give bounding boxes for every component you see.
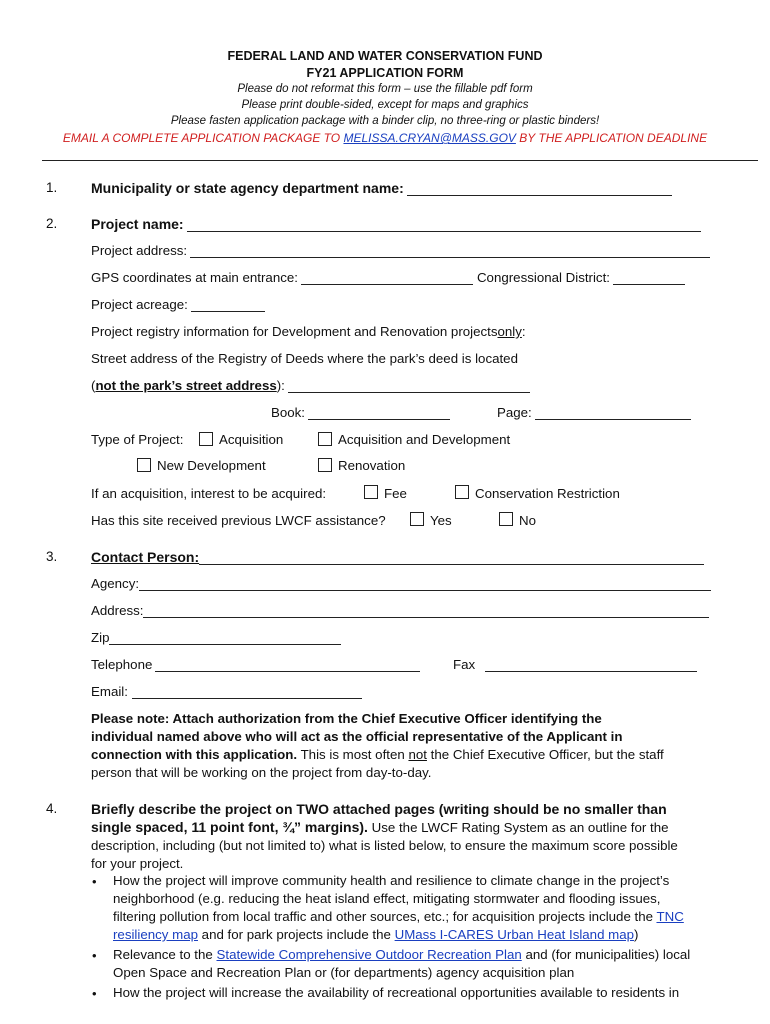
new-development-checkbox[interactable] [137, 458, 151, 472]
page-row [497, 405, 691, 420]
section-1-number: 1. [46, 180, 58, 195]
acq-dev-label: Acquisition and Development [338, 432, 511, 447]
district-field[interactable] [613, 272, 685, 285]
bullet-1: • [92, 874, 97, 889]
desc-line-4: for your project. [91, 856, 184, 871]
conservation-checkbox[interactable] [455, 485, 469, 499]
project-address-field[interactable] [190, 245, 710, 258]
authorization-note [91, 710, 731, 782]
email-label: Email: [91, 684, 128, 699]
b2-line-2: Open Space and Recreation Plan or (for departments) agency acquisition plan [113, 965, 575, 980]
b3-line-1: How the project will increase the availability of recreational opportunities available to residents in [113, 985, 680, 1000]
address-row [91, 603, 709, 618]
interest-label: If an acquisition, interest to be acquired: [91, 486, 327, 501]
project-address-label: Project address: [91, 243, 188, 258]
bullet-3: • [92, 986, 97, 1001]
b1-line-1: How the project will improve community health and resilience to climate change in the project’s [113, 873, 670, 888]
email-instruction-post: BY THE APPLICATION DEADLINE [515, 131, 708, 145]
desc-rest-2: Use the LWCF Rating System as an outline for the [367, 820, 669, 835]
project-address-row [91, 243, 710, 258]
email-link[interactable]: MELISSA.CRYAN@MASS.GOV [343, 131, 516, 145]
renovation-label: Renovation [338, 458, 406, 473]
registry-text: Project registry information for Development and Renovation projects [91, 324, 498, 339]
section-3-number: 3. [46, 549, 58, 564]
desc-line-3: description, including (but not limited to) what is listed below, to ensure the maximum score possible [91, 838, 678, 853]
desc-bold-2: single spaced, 11 point font, ¾” margins). [91, 819, 368, 835]
book-field[interactable] [308, 407, 450, 420]
municipality-label: Municipality or state agency department name: [91, 180, 404, 196]
address-label: Address: [91, 603, 144, 618]
email-instruction-pre: EMAIL A COMPLETE APPLICATION PACKAGE TO [62, 131, 344, 145]
acq-dev-checkbox[interactable] [318, 432, 332, 446]
bullet-2-text [113, 946, 743, 982]
b1-line-3 [113, 908, 743, 926]
district-label: Congressional District: [476, 270, 610, 285]
zip-row [91, 630, 341, 645]
fax-field[interactable] [485, 659, 697, 672]
b2-line-1-post: and (for municipalities) local [521, 947, 691, 962]
telephone-field[interactable] [155, 659, 420, 672]
new-development-label: New Development [157, 458, 266, 473]
yes-checkbox[interactable] [410, 512, 424, 526]
email-row [91, 684, 362, 699]
acquisition-checkbox[interactable] [199, 432, 213, 446]
zip-field[interactable] [109, 632, 341, 645]
registry-colon: : [521, 324, 526, 339]
no-label: No [519, 513, 536, 528]
tnc-link[interactable]: TNC [656, 909, 684, 924]
agency-field[interactable] [139, 578, 711, 591]
b1-line-4-close: ) [634, 927, 639, 942]
acreage-row [91, 297, 265, 312]
lwcf-label: Has this site received previous LWCF assistance? [91, 513, 386, 528]
registry-only: only [497, 324, 522, 339]
agency-label: Agency: [91, 576, 140, 591]
no-checkbox[interactable] [499, 512, 513, 526]
acquisition-label: Acquisition [219, 432, 284, 447]
registry-info [91, 324, 526, 339]
contact-label: Contact Person: [91, 549, 200, 565]
b1-line-3-text: filtering pollution from local traffic and other sources, etc.; for acquisition projects include the [113, 909, 657, 924]
project-name-field[interactable] [187, 219, 701, 232]
municipality-field[interactable] [407, 183, 672, 196]
bullet-3-text [113, 984, 743, 1002]
form-subtitle: FY21 APPLICATION FORM [306, 66, 464, 80]
b2-line-1-pre: Relevance to the [113, 947, 217, 962]
desc-line-1: Briefly describe the project on TWO attached pages (writing should be no smaller than [91, 801, 667, 817]
note-line-3 [91, 746, 731, 764]
not-park-address: not the park’s street address [95, 378, 277, 393]
b1-line-2: neighborhood (e.g. reducing the heat island effect, mitigating stormwater and flooding issues, [113, 891, 661, 906]
section-4-number: 4. [46, 801, 58, 816]
book-row [271, 405, 450, 420]
bullet-1-text [113, 872, 743, 944]
email-field[interactable] [132, 686, 362, 699]
gps-row [91, 270, 685, 285]
acreage-field[interactable] [191, 299, 265, 312]
project-description [91, 800, 741, 873]
email-instruction [0, 131, 770, 145]
instruction-fasten: Please fasten application package with a binder clip, no three-ring or plastic binders! [170, 115, 600, 127]
acreage-label: Project acreage: [91, 297, 188, 312]
heat-island-map-link[interactable]: UMass I-CARES Urban Heat Island map [394, 927, 635, 942]
section-2-number: 2. [46, 216, 58, 231]
note-line-1: Please note: Attach authorization from the Chief Executive Officer identifying the [91, 711, 602, 726]
note-bold-3: connection with this application. [91, 747, 298, 762]
municipality-row [91, 180, 672, 196]
street-info: Street address of the Registry of Deeds where the park’s deed is located [91, 351, 518, 366]
scorp-link[interactable]: Statewide Comprehensive Outdoor Recreation Plan [216, 947, 522, 962]
yes-label: Yes [430, 513, 452, 528]
address-field[interactable] [143, 605, 709, 618]
gps-field[interactable] [301, 272, 473, 285]
renovation-checkbox[interactable] [318, 458, 332, 472]
gps-label: GPS coordinates at main entrance: [91, 270, 298, 285]
page-label: Page: [497, 405, 532, 420]
fax-label: Fax [453, 657, 476, 672]
desc-line-2 [91, 818, 741, 837]
page-field[interactable] [535, 407, 691, 420]
zip-label: Zip [91, 630, 110, 645]
instruction-reformat: Please do not reformat this form – use the fillable pdf form [237, 83, 533, 95]
form-title: FEDERAL LAND AND WATER CONSERVATION FUND [227, 49, 543, 63]
conservation-label: Conservation Restriction [475, 486, 620, 501]
paren-close: ): [276, 378, 285, 393]
project-name-label: Project name: [91, 216, 184, 232]
project-name-row [91, 216, 701, 232]
b1-line-4 [113, 926, 743, 944]
b1-line-4-text: and for park projects include the [197, 927, 395, 942]
fax-row [453, 657, 697, 672]
note-not: not [408, 747, 427, 762]
note-rest-pre: This is most often [297, 747, 409, 762]
contact-row [91, 549, 704, 565]
agency-row [91, 576, 711, 591]
paren-open: ( [91, 378, 96, 393]
instruction-print: Please print double-sided, except for maps and graphics [241, 99, 529, 111]
telephone-label: Telephone [91, 657, 153, 672]
type-of-project-label: Type of Project: [91, 432, 184, 447]
b2-line-1 [113, 946, 743, 964]
registry-address-field[interactable] [288, 380, 530, 393]
fee-checkbox[interactable] [364, 485, 378, 499]
note-line-4: person that will be working on the project from day-to-day. [91, 765, 432, 780]
telephone-row [91, 657, 420, 672]
contact-field[interactable] [199, 552, 704, 565]
bullet-2: • [92, 948, 97, 963]
note-line-2: individual named above who will act as the official representative of the Applicant in [91, 729, 623, 744]
fee-label: Fee [384, 486, 407, 501]
book-label: Book: [271, 405, 306, 420]
note-rest-post: the Chief Executive Officer, but the staff [426, 747, 664, 762]
header-divider [42, 160, 758, 161]
resiliency-map-link[interactable]: resiliency map [113, 927, 198, 942]
registry-address-row [91, 378, 530, 393]
